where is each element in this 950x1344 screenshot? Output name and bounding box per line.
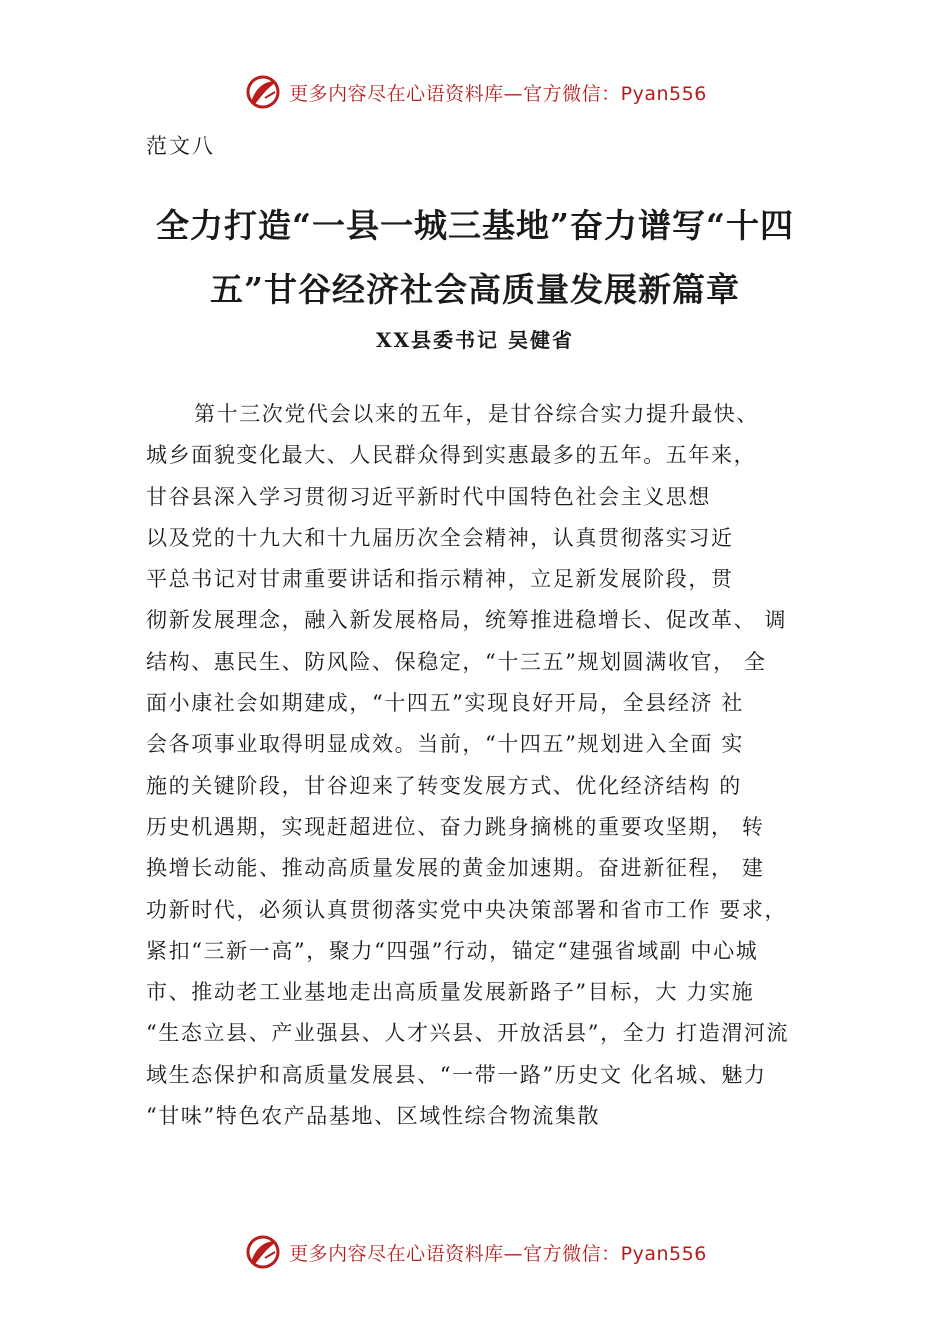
section-label: 范文八: [146, 134, 215, 158]
body-line: 会各项事业取得明显成效。当前，“十四五”规划进入全面 实: [146, 732, 744, 757]
body-line: 平总书记对甘肃重要讲话和指示精神，立足新发展阶段，贯: [146, 567, 734, 592]
body-line: 以及党的十九大和十九届历次全会精神，认真贯彻落实习近: [146, 525, 734, 550]
body-line: 结构、惠民生、防风险、保稳定，“十三五”规划圆满收官， 全: [146, 649, 767, 674]
body-line: 第十三次党代会以来的五年，是甘谷综合实力提升最快、: [194, 402, 759, 426]
banner-text: 更多内容尽在心语资料库—官方微信：Pyan556: [289, 1242, 707, 1265]
title-line-1: 全力打造“一县一城三基地”奋力谱写“十四: [156, 206, 794, 245]
body-line: 换增长动能、推动高质量发展的黄金加速期。奋进新征程， 建: [146, 856, 765, 881]
body-line: 彻新发展理念，融入新发展格局，统筹推进稳增长、促改革、 调: [146, 608, 788, 633]
banner-text: 更多内容尽在心语资料库—官方微信：Pyan556: [289, 82, 707, 105]
body-line: 城乡面貌变化最大、人民群众得到实惠最多的五年。五年来，: [146, 443, 757, 468]
body-line: 历史机遇期，实现赶超进位、奋力跳身摘桃的重要攻坚期， 转: [146, 814, 765, 839]
body-line: “甘味”特色农产品基地、区域性综合物流集散: [146, 1104, 601, 1129]
body-line: 施的关键阶段，甘谷迎来了转变发展方式、优化经济结构 的: [146, 773, 742, 798]
body-line: 紧扣“三新一高”，聚力“四强”行动，锚定“建强省域副 中心城: [146, 938, 759, 963]
footer-banner: [0, 1232, 950, 1272]
header-banner: [0, 72, 950, 112]
body-line: 域生态保护和高质量发展县、“一带一路”历史文 化名城、魅力: [146, 1062, 767, 1087]
logo-icon: [243, 72, 283, 112]
body-line: “生态立县、产业强县、人才兴县、开放活县”，全力 打造渭河流: [146, 1021, 790, 1046]
body-line: 功新时代，必须认真贯彻落实党中央决策部署和省市工作 要求，: [146, 897, 788, 922]
body-line: 面小康社会如期建成，“十四五”实现良好开局，全县经济 社: [146, 691, 744, 716]
title-line-2: 五”甘谷经济社会高质量发展新篇章: [210, 270, 740, 309]
body-line: 市、推动老工业基地走出高质量发展新路子”目标，大 力实施: [146, 980, 755, 1005]
author-line: XX县委书记 吴健省: [376, 328, 574, 352]
body-line: 甘谷县深入学习贯彻习近平新时代中国特色社会主义思想: [146, 484, 711, 509]
logo-icon: [243, 1232, 283, 1272]
body-text: [146, 394, 836, 1137]
